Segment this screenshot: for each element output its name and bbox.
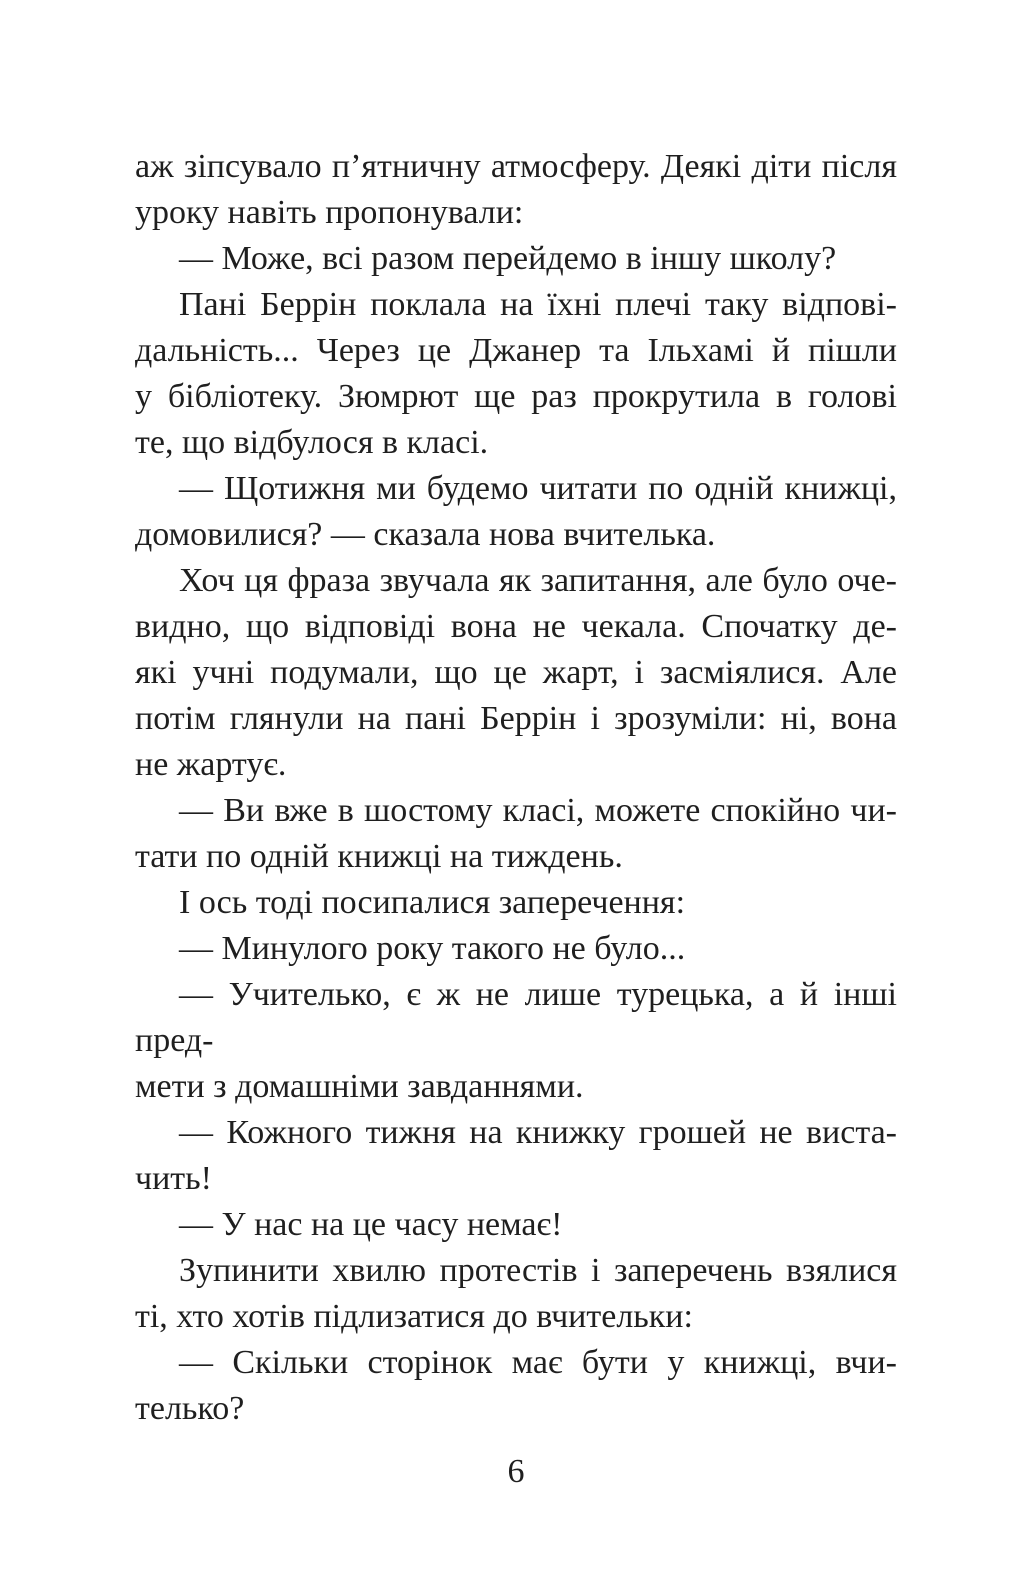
text-line: ті, хто хотів підлизатися до вчительки:: [135, 1298, 693, 1335]
text-line: чить!: [135, 1160, 212, 1197]
text-line: видно, що відповіді вона не чекала. Спочатку де-: [135, 608, 897, 645]
text-line: дальність... Через це Джанер та Ільхамі й пішли: [135, 332, 897, 369]
text-line: мети з домашніми завданнями.: [135, 1068, 584, 1105]
text-line: — Щотижня ми будемо читати по одній книжці,: [179, 470, 897, 507]
text-line: — У нас на це часу немає!: [179, 1206, 563, 1243]
text-line: у бібліотеку. Зюмрют ще раз прокрутила в голові: [135, 378, 897, 415]
text-line: аж зіпсувало п’ятничну атмосферу. Деякі діти після: [135, 148, 897, 185]
page-text: [135, 144, 897, 1432]
text-line: Пані Беррін поклала на їхні плечі таку відпові-: [179, 286, 897, 323]
text-line: які учні подумали, що це жарт, і засміялися. Але: [135, 654, 897, 691]
text-line: — Минулого року такого не було...: [179, 930, 686, 967]
text-line: те, що відбулося в класі.: [135, 424, 489, 461]
text-line: — Скільки сторінок має бути у книжці, вчи-: [179, 1344, 897, 1381]
text-line: уроку навіть пропонували:: [135, 194, 524, 231]
text-line: — Може, всі разом перейдемо в іншу школу?: [179, 240, 837, 277]
text-line: — Ви вже в шостому класі, можете спокійно чи-: [179, 792, 897, 829]
text-line: домовилися? — сказала нова вчителька.: [135, 516, 716, 553]
text-line: не жартує.: [135, 746, 287, 783]
text-line: І ось тоді посипалися заперечення:: [179, 884, 686, 921]
text-line: телько?: [135, 1390, 245, 1427]
text-line: тати по одній книжці на тиждень.: [135, 838, 623, 875]
text-line: Зупинити хвилю протестів і заперечень взялися: [179, 1252, 897, 1289]
text-line: — Учителько, є ж не лише турецька, а й інші пред-: [135, 976, 897, 1059]
text-line: Хоч ця фраза звучала як запитання, але було оче-: [179, 562, 897, 599]
text-line: потім глянули на пані Беррін і зрозуміли: ні, вона: [135, 700, 897, 737]
page-number: 6: [507, 1453, 525, 1490]
text-line: — Кожного тижня на книжку грошей не виста-: [179, 1114, 897, 1151]
